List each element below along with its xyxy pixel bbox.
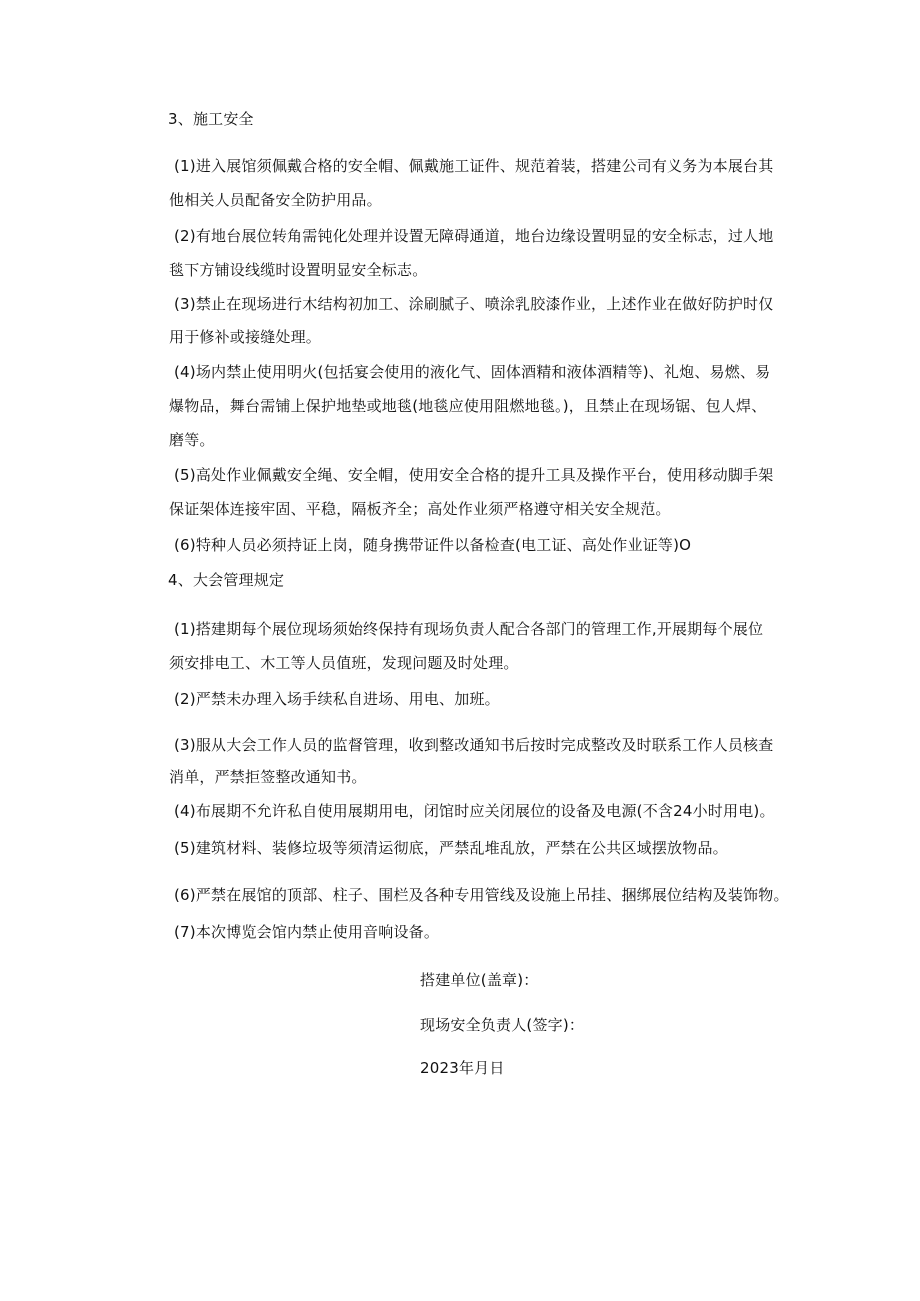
section-3-item-5-line-1: (5)高处作业佩戴安全绳、安全帽，使用安全合格的提升工具及操作平台，使用移动脚手架 [174, 466, 774, 484]
section-3-item-5-line-2: 保证架体连接牢固、平稳，隔板齐全；高处作业须严格遵守相关安全规范。 [169, 500, 671, 518]
section-3-item-2-line-1: (2)有地台展位转角需钝化处理并设置无障碍通道，地台边缘设置明显的安全标志，过人地 [174, 227, 774, 245]
section-4-item-4-line-1: (4)布展期不允许私自使用展期用电，闭馆时应关闭展位的设备及电源(不含24小时用电)。 [174, 802, 775, 820]
section-4-item-7-line-1: (7)本次博览会馆内禁止使用音响设备。 [174, 923, 440, 941]
section-3-item-4-line-3: 磨等。 [169, 431, 215, 449]
section-3-item-1-line-1: (1)进入展馆须佩戴合格的安全帽、佩戴施工证件、规范着装，搭建公司有义务为本展台其 [174, 157, 774, 175]
safety-responsible-signature-label: 现场安全负责人(签字)： [420, 1016, 585, 1034]
section-4-item-3-line-1: (3)服从大会工作人员的监督管理，收到整改通知书后按时完成整改及时联系工作人员核查 [174, 736, 774, 754]
section-3-item-1-line-2: 他相关人员配备安全防护用品。 [169, 191, 382, 209]
section-4-item-3-line-2: 消单，严禁拒签整改通知书。 [169, 768, 367, 786]
section-3-item-2-line-2: 毯下方铺设线缆时设置明显安全标志。 [169, 261, 428, 279]
section-3-item-4-line-1: (4)场内禁止使用明火(包括宴会使用的液化气、固体酒精和液体酒精等)、礼炮、易燃、易 [174, 363, 771, 381]
date-label: 2023年月日 [420, 1059, 505, 1077]
section-4-item-2-line-1: (2)严禁未办理入场手续私自进场、用电、加班。 [174, 690, 500, 708]
section-4-heading: 4、大会管理规定 [168, 571, 285, 589]
section-3-item-3-line-1: (3)禁止在现场进行木结构初加工、涂刷腻子、喷涂乳胶漆作业，上述作业在做好防护时仅 [174, 295, 774, 313]
section-4-item-1-line-2: 须安排电工、木工等人员值班，发现问题及时处理。 [169, 654, 519, 672]
section-4-item-6-line-1: (6)严禁在展馆的顶部、柱子、围栏及各种专用管线及设施上吊挂、捆绑展位结构及装饰物。 [174, 886, 789, 904]
section-3-item-4-line-2: 爆物品，舞台需铺上保护地垫或地毯(地毯应使用阻燃地毯。)，且禁止在现场锯、包人焊、 [169, 397, 767, 415]
section-3-heading: 3、施工安全 [168, 110, 254, 128]
section-3-item-6-line-1: (6)特种人员必须持证上岗，随身携带证件以备检查(电工证、高处作业证等)O [174, 536, 692, 554]
section-3-item-3-line-2: 用于修补或接缝处理。 [169, 328, 322, 346]
builder-unit-seal-label: 搭建单位(盖章)： [420, 971, 539, 989]
section-4-item-5-line-1: (5)建筑材料、装修垃圾等须清运彻底，严禁乱堆乱放，严禁在公共区域摆放物品。 [174, 839, 728, 857]
section-4-item-1-line-1: (1)搭建期每个展位现场须始终保持有现场负责人配合各部门的管理工作,开展期每个展位 [174, 620, 764, 638]
